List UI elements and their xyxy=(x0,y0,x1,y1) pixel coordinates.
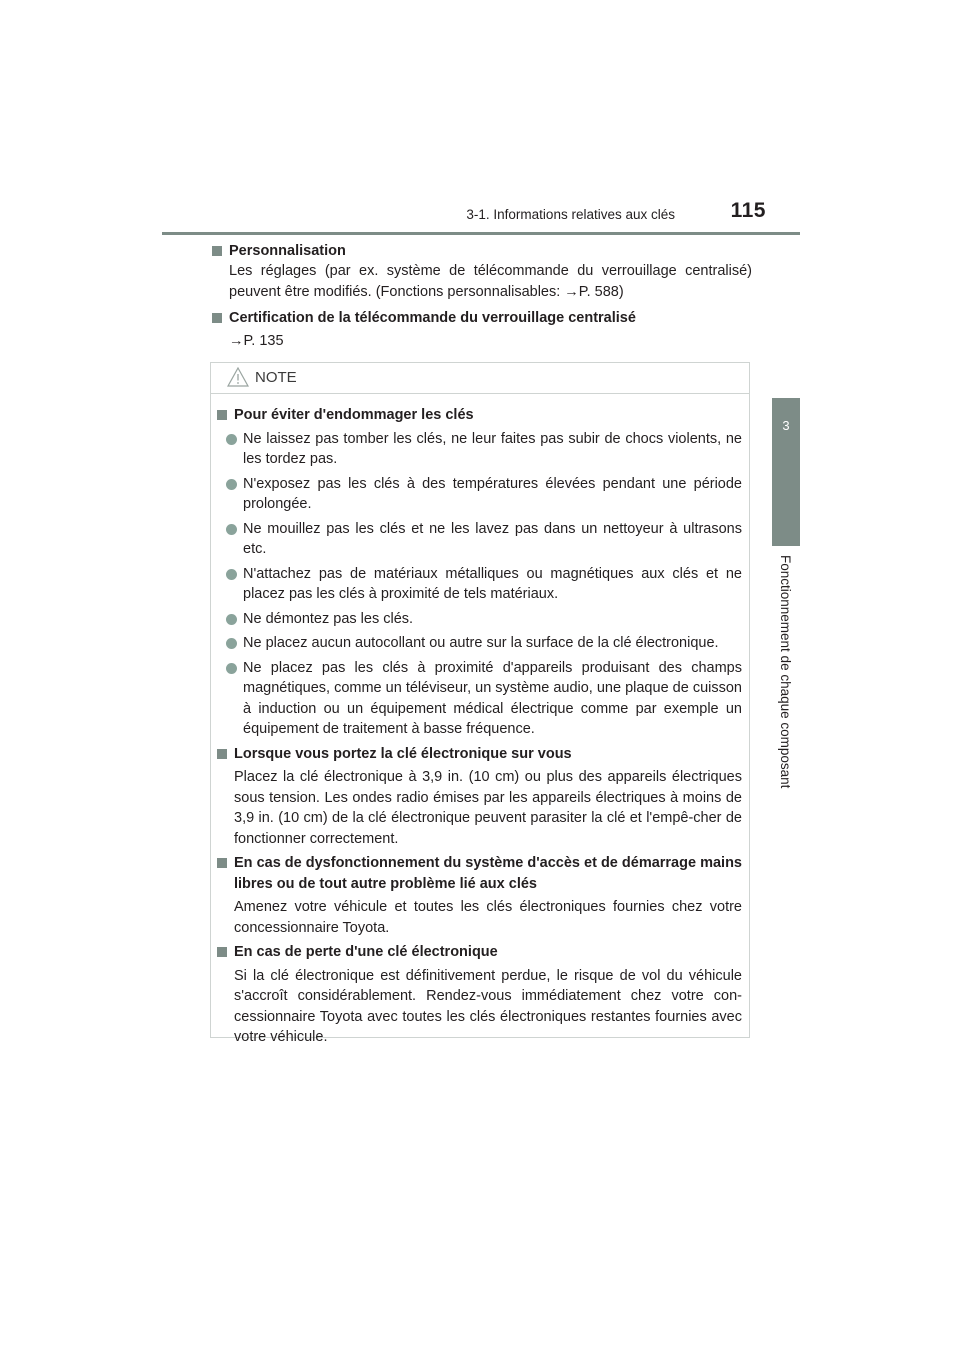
chapter-tab xyxy=(772,398,800,546)
circle-bullet-icon xyxy=(226,663,237,674)
certification-text: →P. 135 xyxy=(229,333,284,349)
personnalisation-text: Les réglages (par ex. système de télécommande du verrouillage centralisé) peuvent être modifiés. (Fonctions personnalisables: →P. 588) xyxy=(229,263,752,300)
note-section-text: Placez la clé électronique à 3,9 in. (10 cm) ou plus des appareils électriques sous tension. Les ondes radio émises par les appareils électriques à moins de 3,9 in. (10 cm) de la clé électronique peuvent parasiter la clé et l'empê-cher de fonctionner correctement. xyxy=(234,769,742,847)
personnalisation-heading: Personnalisation xyxy=(212,241,752,261)
note-body xyxy=(211,394,749,1048)
circle-bullet-icon xyxy=(226,524,237,535)
note-box xyxy=(210,362,750,1045)
list-item: Ne démontez pas les clés. xyxy=(217,609,742,630)
note-section-heading: Lorsque vous portez la clé électronique sur vous xyxy=(217,744,742,765)
chapter-side-label xyxy=(773,555,799,815)
square-bullet-icon xyxy=(217,410,227,420)
header-rule xyxy=(162,232,800,235)
note-section-heading: En cas de dysfonctionnement du système d'accès et de démarrage mains libres ou de tout autre problème lié aux clés xyxy=(217,853,742,894)
warning-triangle-icon xyxy=(227,367,249,387)
list-item: Ne placez pas les clés à proximité d'appareils produisant des champs magnétiques, comme un téléviseur, un système audio, une plaque de cuisson à induction ou un équipement médical électrique comme par exemple un équipement de traitement à basse fréquence. xyxy=(217,658,742,740)
note-title: NOTE xyxy=(255,369,297,386)
list-item: Ne placez aucun autocollant ou autre sur la surface de la clé électronique. xyxy=(217,633,742,654)
note-section-heading: En cas de perte d'une clé électronique xyxy=(217,942,742,963)
list-item: N'attachez pas de matériaux métalliques ou magnétiques aux clés et ne placez pas les clés à proximité de tels matériaux. xyxy=(217,564,742,605)
list-item: Ne mouillez pas les clés et ne les lavez pas dans un nettoyeur à ultrasons etc. xyxy=(217,519,742,560)
list-item: Ne laissez pas tomber les clés, ne leur faites pas subir de chocs violents, ne les tordez pas. xyxy=(217,429,742,470)
chapter-title: Fonctionnement de chaque composant xyxy=(778,555,793,789)
note-section-text: Si la clé électronique est définitivement perdue, le risque de vol du véhicule s'accroît considérablement. Rendez-vous immédiatement chez votre con-cessionnaire Toyota avec toutes les clés électroniques restantes fournies avec votre véhicule. xyxy=(234,967,742,1045)
intro-content xyxy=(212,241,752,352)
square-bullet-icon xyxy=(217,947,227,957)
square-bullet-icon xyxy=(212,246,222,256)
section-title: 3-1. Informations relatives aux clés xyxy=(466,207,675,222)
note-header xyxy=(211,363,749,394)
circle-bullet-icon xyxy=(226,614,237,625)
circle-bullet-icon xyxy=(226,434,237,445)
circle-bullet-icon xyxy=(226,638,237,649)
note-section-text: Amenez votre véhicule et toutes les clés électroniques fournies chez votre concessionnaire Toyota. xyxy=(234,899,742,936)
chapter-number: 3 xyxy=(782,418,790,433)
note-section-heading: Pour éviter d'endommager les clés xyxy=(217,405,742,426)
certification-heading: Certification de la télécommande du verrouillage centralisé xyxy=(212,308,752,328)
square-bullet-icon xyxy=(217,858,227,868)
circle-bullet-icon xyxy=(226,569,237,580)
circle-bullet-icon xyxy=(226,479,237,490)
square-bullet-icon xyxy=(217,749,227,759)
page-number: 115 xyxy=(730,199,766,222)
square-bullet-icon xyxy=(212,313,222,323)
list-item: N'exposez pas les clés à des températures élevées pendant une période prolongée. xyxy=(217,474,742,515)
